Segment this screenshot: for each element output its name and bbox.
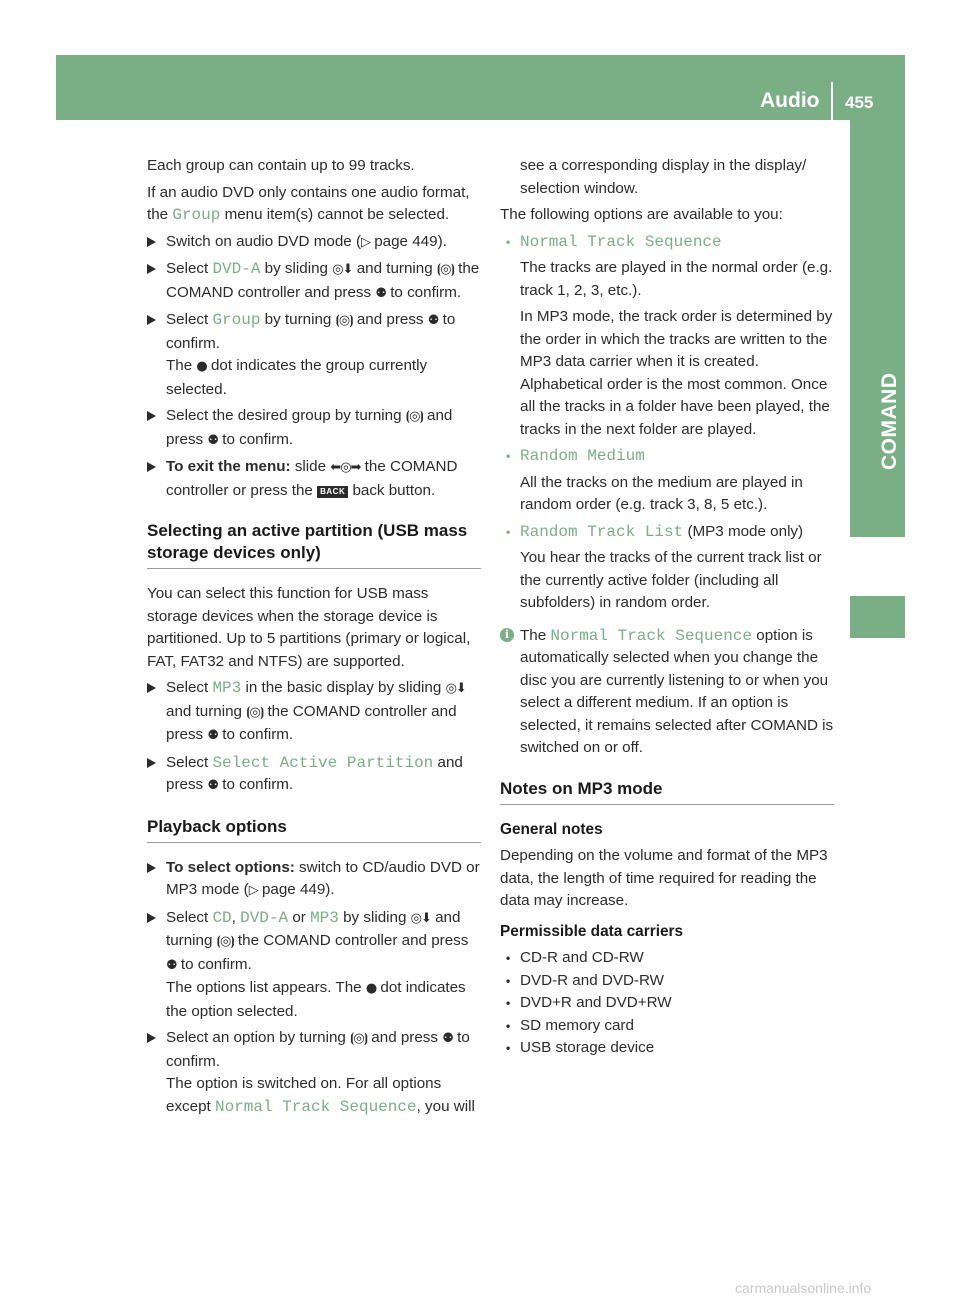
bullet-icon: • <box>506 951 511 965</box>
bullet-icon: • <box>506 1041 511 1055</box>
press-controller-icon: ⚉ <box>166 957 177 973</box>
step-arrow-icon <box>147 683 156 693</box>
instruction-step: Select an option by turning ⦗◎⦘ and press ⚉ to confirm. The option is switched on. For all options except Normal Track Sequence, you will <box>147 1027 481 1118</box>
section-heading: Selecting an active partition (USB mass storage devices only) <box>147 520 481 569</box>
list-item: • DVD+R and DVD+RW <box>500 992 834 1015</box>
option-random-medium: Random Medium <box>520 447 645 465</box>
paragraph: All the tracks on the medium are played in random order (e.g. track 3, 8, 5 etc.). <box>520 473 803 513</box>
instruction-step: Select MP3 in the basic display by sliding ◎⬇ and turning ⦗◎⦘ the COMAND controller and press ⚉ to confirm. <box>147 677 481 748</box>
option-normal-track-sequence: Normal Track Sequence <box>520 232 722 251</box>
step-arrow-icon <box>147 863 156 873</box>
info-icon: i <box>500 628 514 642</box>
step-arrow-icon <box>147 758 156 768</box>
instruction-step: To exit the menu: slide ⬅◎➡ the COMAND controller or press the BACK back button. <box>147 456 481 502</box>
bullet-icon: • <box>506 449 511 463</box>
turn-controller-icon: ⦗◎⦘ <box>350 1031 368 1046</box>
subheading: Permissible data carriers <box>500 922 684 940</box>
slide-down-icon: ◎⬇ <box>445 681 466 696</box>
menu-item-dvd-a: DVD-A <box>212 260 261 278</box>
press-controller-icon: ⚉ <box>427 313 439 328</box>
watermark: carmanualsonline.info <box>735 1280 872 1296</box>
info-note: i The Normal Track Sequence option is automatically selected when you change the disc you are currently listening to or when you select a different medium. If an option is selected, it remains selected after COMAND is switched on or off. <box>500 625 834 760</box>
step-arrow-icon <box>147 315 156 325</box>
instruction-step: Select Select Active Partition and press ⚉ to confirm. <box>147 752 481 798</box>
instruction-step: Select Group by turning ⦗◎⦘ and press ⚉ to confirm. The ● dot indicates the group currently selected. <box>147 309 481 401</box>
slide-down-icon: ◎⬇ <box>332 262 353 277</box>
paragraph: The following options are available to you: <box>500 206 783 223</box>
left-column <box>147 155 481 1118</box>
page-ref-icon: ▷ <box>248 883 258 898</box>
section-heading: Notes on MP3 mode <box>500 778 834 805</box>
right-column <box>500 155 834 1060</box>
section-marker <box>850 596 905 638</box>
dot-indicator-icon: ● <box>365 981 377 996</box>
header-divider <box>831 82 833 120</box>
option-random-track-list: Random Track List <box>520 522 684 541</box>
press-controller-icon: ⚉ <box>207 432 219 448</box>
instruction-step: Switch on audio DVD mode (▷ page 449). <box>147 231 481 255</box>
dot-indicator-icon: ● <box>196 359 207 374</box>
paragraph: You can select this function for USB mass storage devices when the storage device is partitioned. Up to 5 partitions (primary or logical, FAT, FAT32 and NTFS) are supported. <box>147 585 471 670</box>
section-tab <box>850 120 905 537</box>
menu-item-select-active-partition: Select Active Partition <box>212 753 434 772</box>
menu-item-normal-track-sequence: Normal Track Sequence <box>550 626 753 645</box>
back-button-icon: BACK <box>317 486 348 498</box>
turn-controller-icon: ⦗◎⦘ <box>436 262 454 277</box>
list-item: • USB storage device <box>500 1037 834 1060</box>
section-heading: Playback options <box>147 816 481 843</box>
step-arrow-icon <box>147 411 156 421</box>
menu-item-group: Group <box>172 206 221 224</box>
paragraph: In MP3 mode, the track order is determined by the order in which the tracks are written to the MP3 data carrier when it is created. Alphabetical order is the most common. Once all the tracks in a folder have been played, the tracks in the next folder are played. <box>520 308 833 438</box>
instruction-step: Select CD, DVD-A or MP3 by sliding ◎⬇ and turning ⦗◎⦘ the COMAND controller and press ⚉ to confirm. The options list appears. The ● dot indicates the option selected. <box>147 907 481 1024</box>
page-number: 455 <box>845 93 874 112</box>
menu-item-dvd-a: DVD-A <box>240 908 289 927</box>
turn-controller-icon: ⦗◎⦘ <box>405 409 423 424</box>
paragraph: Depending on the volume and format of the MP3 data, the length of time required for reading the data may increase. <box>500 847 828 909</box>
page-ref-icon: ▷ <box>361 234 370 250</box>
turn-controller-icon: ⦗◎⦘ <box>335 313 353 328</box>
step-arrow-icon <box>147 264 156 274</box>
menu-item-mp3: MP3 <box>310 908 339 927</box>
list-item: • CD-R and CD-RW <box>500 947 834 970</box>
bullet-icon: • <box>506 996 511 1010</box>
paragraph: The tracks are played in the normal order (e.g. track 1, 2, 3, etc.). <box>520 259 833 299</box>
bullet-icon: • <box>506 524 511 539</box>
slide-left-right-icon: ⬅◎➡ <box>330 460 361 475</box>
option-item <box>500 445 834 517</box>
page-title: Audio <box>760 89 820 112</box>
paragraph: You hear the tracks of the current track list or the currently active folder (including all subfolders) in random order. <box>520 549 822 611</box>
bullet-icon: • <box>506 973 511 988</box>
menu-item-normal-track-sequence: Normal Track Sequence <box>214 1097 417 1116</box>
instruction-step: Select DVD-A by sliding ◎⬇ and turning ⦗◎⦘ the COMAND controller and press ⚉ to confirm. <box>147 258 481 305</box>
menu-item-cd: CD <box>212 908 232 927</box>
press-controller-icon: ⚉ <box>207 778 219 793</box>
subheading: General notes <box>500 820 603 838</box>
paragraph: Each group can contain up to 99 tracks. <box>147 157 415 174</box>
press-controller-icon: ⚉ <box>375 285 386 301</box>
slide-down-icon: ◎⬇ <box>410 910 431 926</box>
bullet-icon: • <box>506 1018 511 1033</box>
list-item: • SD memory card <box>500 1015 834 1038</box>
step-arrow-icon <box>147 462 156 472</box>
paragraph: see a corresponding display in the display/ selection window. <box>520 157 807 197</box>
press-controller-icon: ⚉ <box>207 728 219 743</box>
menu-item-group: Group <box>212 311 261 329</box>
step-arrow-icon <box>147 1033 156 1043</box>
menu-item-mp3: MP3 <box>212 679 242 697</box>
option-item: • Random Track List (MP3 mode only) You hear the tracks of the current track list or the currently active folder (including all subfolders) in random order. <box>500 521 834 615</box>
paragraph: If an audio DVD only contains one audio format, the Group menu item(s) cannot be selected. <box>147 183 470 224</box>
step-arrow-icon <box>147 913 156 923</box>
option-item <box>500 231 834 442</box>
turn-controller-icon: ⦗◎⦘ <box>216 934 234 949</box>
section-label: COMAND <box>878 372 901 470</box>
list-item: • DVD-R and DVD-RW <box>500 970 834 993</box>
instruction-step: To select options: switch to CD/audio DVD or MP3 mode (▷ page 449). <box>147 857 481 903</box>
instruction-step: Select the desired group by turning ⦗◎⦘ and press ⚉ to confirm. <box>147 405 481 452</box>
turn-controller-icon: ⦗◎⦘ <box>246 704 264 720</box>
press-controller-icon: ⚉ <box>442 1031 453 1046</box>
step-arrow-icon <box>147 237 156 247</box>
bullet-icon: • <box>506 234 511 249</box>
